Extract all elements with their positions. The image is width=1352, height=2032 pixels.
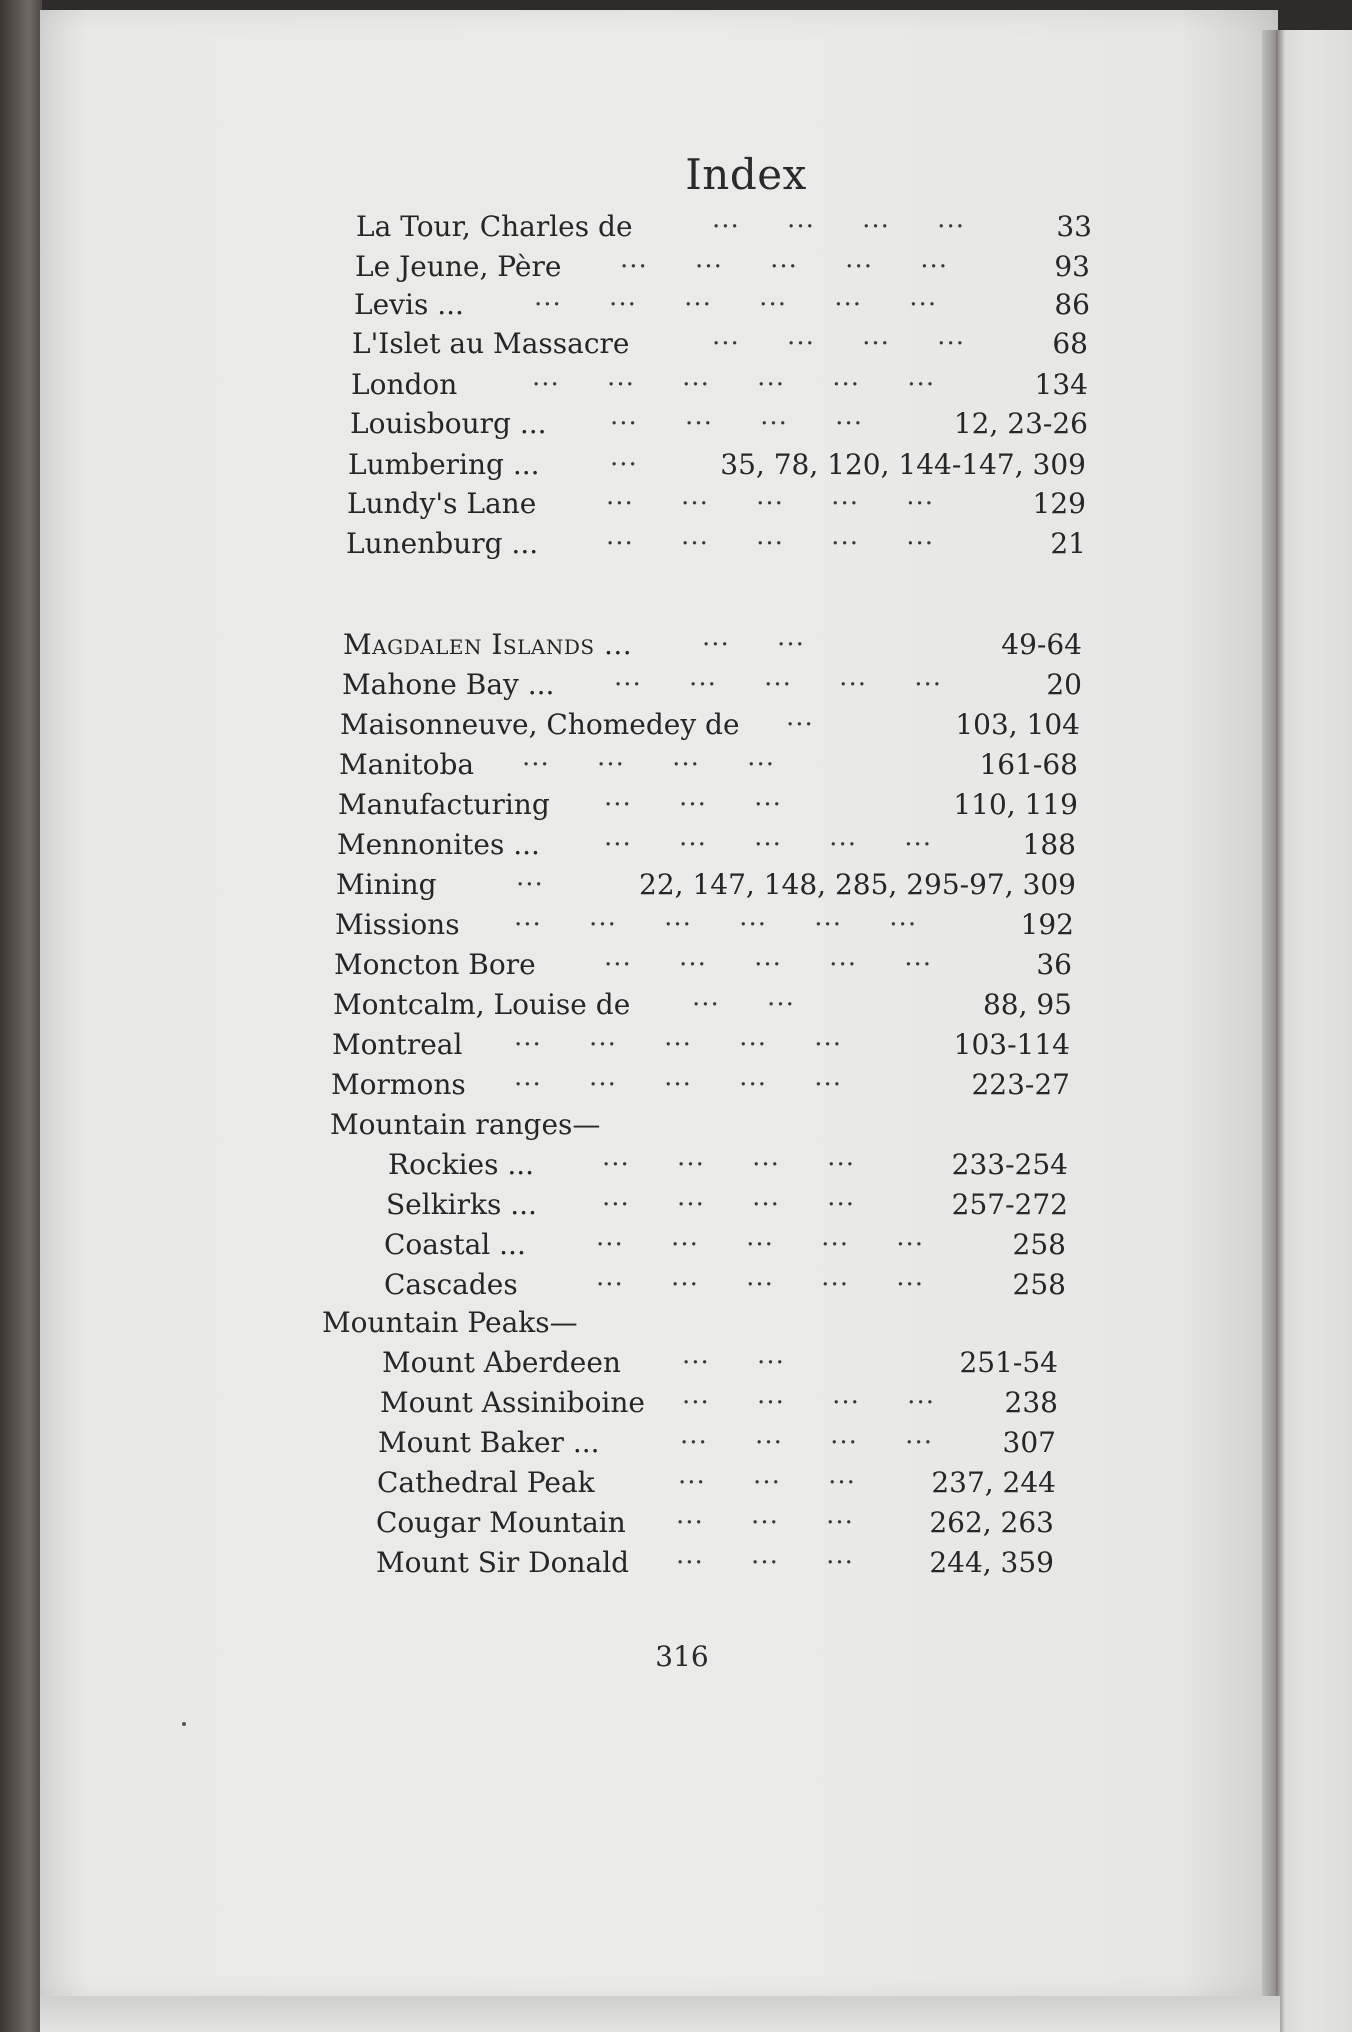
dot-leaders: ... ... ... ... ...: [596, 1222, 925, 1252]
index-page-refs: 251-54: [959, 1346, 1058, 1379]
index-page-refs: 238: [1004, 1386, 1058, 1419]
index-entry: [0, 1420, 1352, 1464]
index-page-refs: 68: [1052, 327, 1088, 360]
index-term: Manitoba: [339, 748, 475, 781]
dot-leaders: ... ... ... ...: [522, 742, 775, 772]
dot-leaders: ... ... ... ... ...: [606, 521, 935, 551]
index-page-refs: 258: [1012, 1228, 1066, 1261]
dot-leaders: ... ... ...: [676, 1500, 854, 1530]
index-entry: [0, 662, 1352, 706]
index-entry: [0, 1222, 1352, 1266]
index-term: Coastal ...: [384, 1228, 526, 1261]
dot-leaders: ... ... ... ...: [602, 1142, 855, 1172]
index-term: Mining: [336, 868, 437, 901]
index-term: Cougar Mountain: [376, 1506, 626, 1539]
index-page-refs: 192: [1020, 908, 1074, 941]
index-term: Cascades: [384, 1268, 518, 1301]
dot-leaders: ... ... ... ... ...: [514, 1022, 843, 1052]
index-term: Selkirks ...: [386, 1188, 537, 1221]
index-title-text: Index: [685, 150, 807, 199]
index-term: Montcalm, Louise de: [333, 988, 631, 1021]
index-page-refs: 129: [1032, 487, 1086, 520]
dot-leaders: ... ... ... ... ...: [596, 1262, 925, 1292]
index-term: La Tour, Charles de: [356, 210, 633, 243]
index-entry: [0, 321, 1352, 365]
dot-leaders: ... ... ...: [678, 1460, 856, 1490]
dot-leaders: ... ... ... ... ... ...: [534, 282, 938, 312]
dot-leaders: ... ... ... ... ...: [620, 244, 949, 274]
index-page-refs: 237, 244: [931, 1466, 1056, 1499]
dot-leaders: ...: [516, 862, 544, 892]
index-term: Cathedral Peak: [377, 1466, 595, 1499]
index-term: Mountain ranges—: [330, 1108, 601, 1141]
dot-leaders: ... ... ...: [676, 1540, 854, 1570]
index-term: Mount Aberdeen: [382, 1346, 621, 1379]
dot-leaders: ... ... ... ... ...: [514, 1062, 843, 1092]
index-entry: [0, 942, 1352, 986]
index-entry: [0, 1262, 1352, 1306]
index-term: Mount Assiniboine: [380, 1386, 645, 1419]
index-term: Missions: [335, 908, 460, 941]
dot-leaders: ...: [786, 702, 814, 732]
index-term: Levis ...: [354, 288, 464, 321]
index-entry: [0, 982, 1352, 1026]
page-number-text: 316: [655, 1640, 709, 1673]
dot-leaders: ... ... ... ...: [712, 321, 965, 351]
index-page-refs: 257-272: [951, 1188, 1068, 1221]
index-page-refs: 88, 95: [982, 988, 1072, 1021]
index-entry: [0, 822, 1352, 866]
index-term: Magdalen Islands ...: [343, 628, 633, 661]
index-entry: [0, 1340, 1352, 1384]
index-page-refs: 233-254: [951, 1148, 1068, 1181]
index-page-refs: 262, 263: [929, 1506, 1054, 1539]
index-term: Mennonites ...: [337, 828, 540, 861]
dot-leaders: ... ...: [692, 982, 795, 1012]
index-term: Lundy's Lane: [347, 487, 537, 520]
index-page-refs: 110, 119: [953, 788, 1078, 821]
index-term: Manufacturing: [338, 788, 550, 821]
index-page-refs: 161-68: [979, 748, 1078, 781]
index-term: London: [351, 368, 458, 401]
index-term: Lumbering ...: [348, 448, 540, 481]
index-page-refs: 188: [1022, 828, 1076, 861]
dot-leaders: ... ... ... ...: [610, 401, 863, 431]
index-entry: [0, 1182, 1352, 1226]
index-term: L'Islet au Massacre: [352, 327, 630, 360]
index-term: Montreal: [332, 1028, 463, 1061]
paper-speck: [182, 1722, 186, 1726]
index-page-refs: 103, 104: [955, 708, 1080, 741]
index-entry: [0, 902, 1352, 946]
index-term: Le Jeune, Père: [355, 250, 562, 283]
index-term: Mount Baker ...: [378, 1426, 600, 1459]
index-page-refs: 35, 78, 120, 144-147, 309: [720, 448, 1086, 481]
dot-leaders: ... ... ... ...: [712, 204, 965, 234]
index-entry: [0, 1022, 1352, 1066]
index-page-refs: 93: [1054, 250, 1090, 283]
dot-leaders: ... ... ... ... ...: [604, 822, 933, 852]
index-entry: [0, 1142, 1352, 1186]
dot-leaders: ...: [610, 442, 638, 472]
index-entry: [0, 1540, 1352, 1584]
index-page-refs: 134: [1034, 368, 1088, 401]
index-entry: [0, 782, 1352, 826]
index-entry: [0, 1460, 1352, 1504]
index-entry: [0, 521, 1352, 565]
index-term: Louisbourg ...: [350, 407, 547, 440]
index-entry: [0, 862, 1352, 906]
index-page-refs: 36: [1036, 948, 1072, 981]
dot-leaders: ... ... ... ... ... ...: [514, 902, 918, 932]
dot-leaders: ... ... ... ... ...: [604, 942, 933, 972]
dot-leaders: ... ... ... ... ...: [606, 481, 935, 511]
index-page-refs: 258: [1012, 1268, 1066, 1301]
index-entry: [0, 1062, 1352, 1106]
dot-leaders: ... ... ... ... ...: [614, 662, 943, 692]
index-term: Mormons: [331, 1068, 466, 1101]
index-page-refs: 223-27: [971, 1068, 1070, 1101]
index-term: Mount Sir Donald: [376, 1546, 630, 1579]
index-page-refs: 103-114: [953, 1028, 1070, 1061]
index-page-refs: 33: [1056, 210, 1092, 243]
index-entry: [0, 1306, 1352, 1344]
index-term: Maisonneuve, Chomedey de: [340, 708, 740, 741]
index-entry: [0, 1500, 1352, 1544]
index-page-refs: 244, 359: [929, 1546, 1054, 1579]
dot-leaders: ... ... ... ...: [602, 1182, 855, 1212]
index-entry: [0, 401, 1352, 445]
dot-leaders: ... ... ... ...: [682, 1380, 935, 1410]
dot-leaders: ... ...: [702, 622, 805, 652]
index-term: Moncton Bore: [334, 948, 536, 981]
index-entry: [0, 1108, 1352, 1146]
index-entry: [0, 742, 1352, 786]
dot-leaders: ... ... ...: [604, 782, 782, 812]
index-term: Mountain Peaks—: [322, 1306, 578, 1339]
index-page-refs: 86: [1054, 288, 1090, 321]
index-entry: [0, 204, 1352, 248]
dot-leaders: ... ... ... ... ... ...: [532, 362, 936, 392]
index-page-refs: 307: [1002, 1426, 1056, 1459]
index-entry: [0, 481, 1352, 525]
dot-leaders: ... ...: [682, 1340, 785, 1370]
index-page-refs: 22, 147, 148, 285, 295-97, 309: [639, 868, 1076, 901]
index-page-refs: 21: [1050, 527, 1086, 560]
index-entry: [0, 282, 1352, 326]
index-term: Lunenburg ...: [346, 527, 539, 560]
index-page-refs: 20: [1046, 668, 1082, 701]
index-page-refs: 12, 23-26: [953, 407, 1088, 440]
index-term: Rockies ...: [388, 1148, 535, 1181]
index-term: Mahone Bay ...: [342, 668, 555, 701]
dot-leaders: ... ... ... ...: [680, 1420, 933, 1450]
index-entry: [0, 702, 1352, 746]
index-entry: [0, 1380, 1352, 1424]
index-entry: [0, 622, 1352, 666]
page-number: [0, 1640, 1352, 1673]
index-page-refs: 49-64: [1001, 628, 1082, 661]
